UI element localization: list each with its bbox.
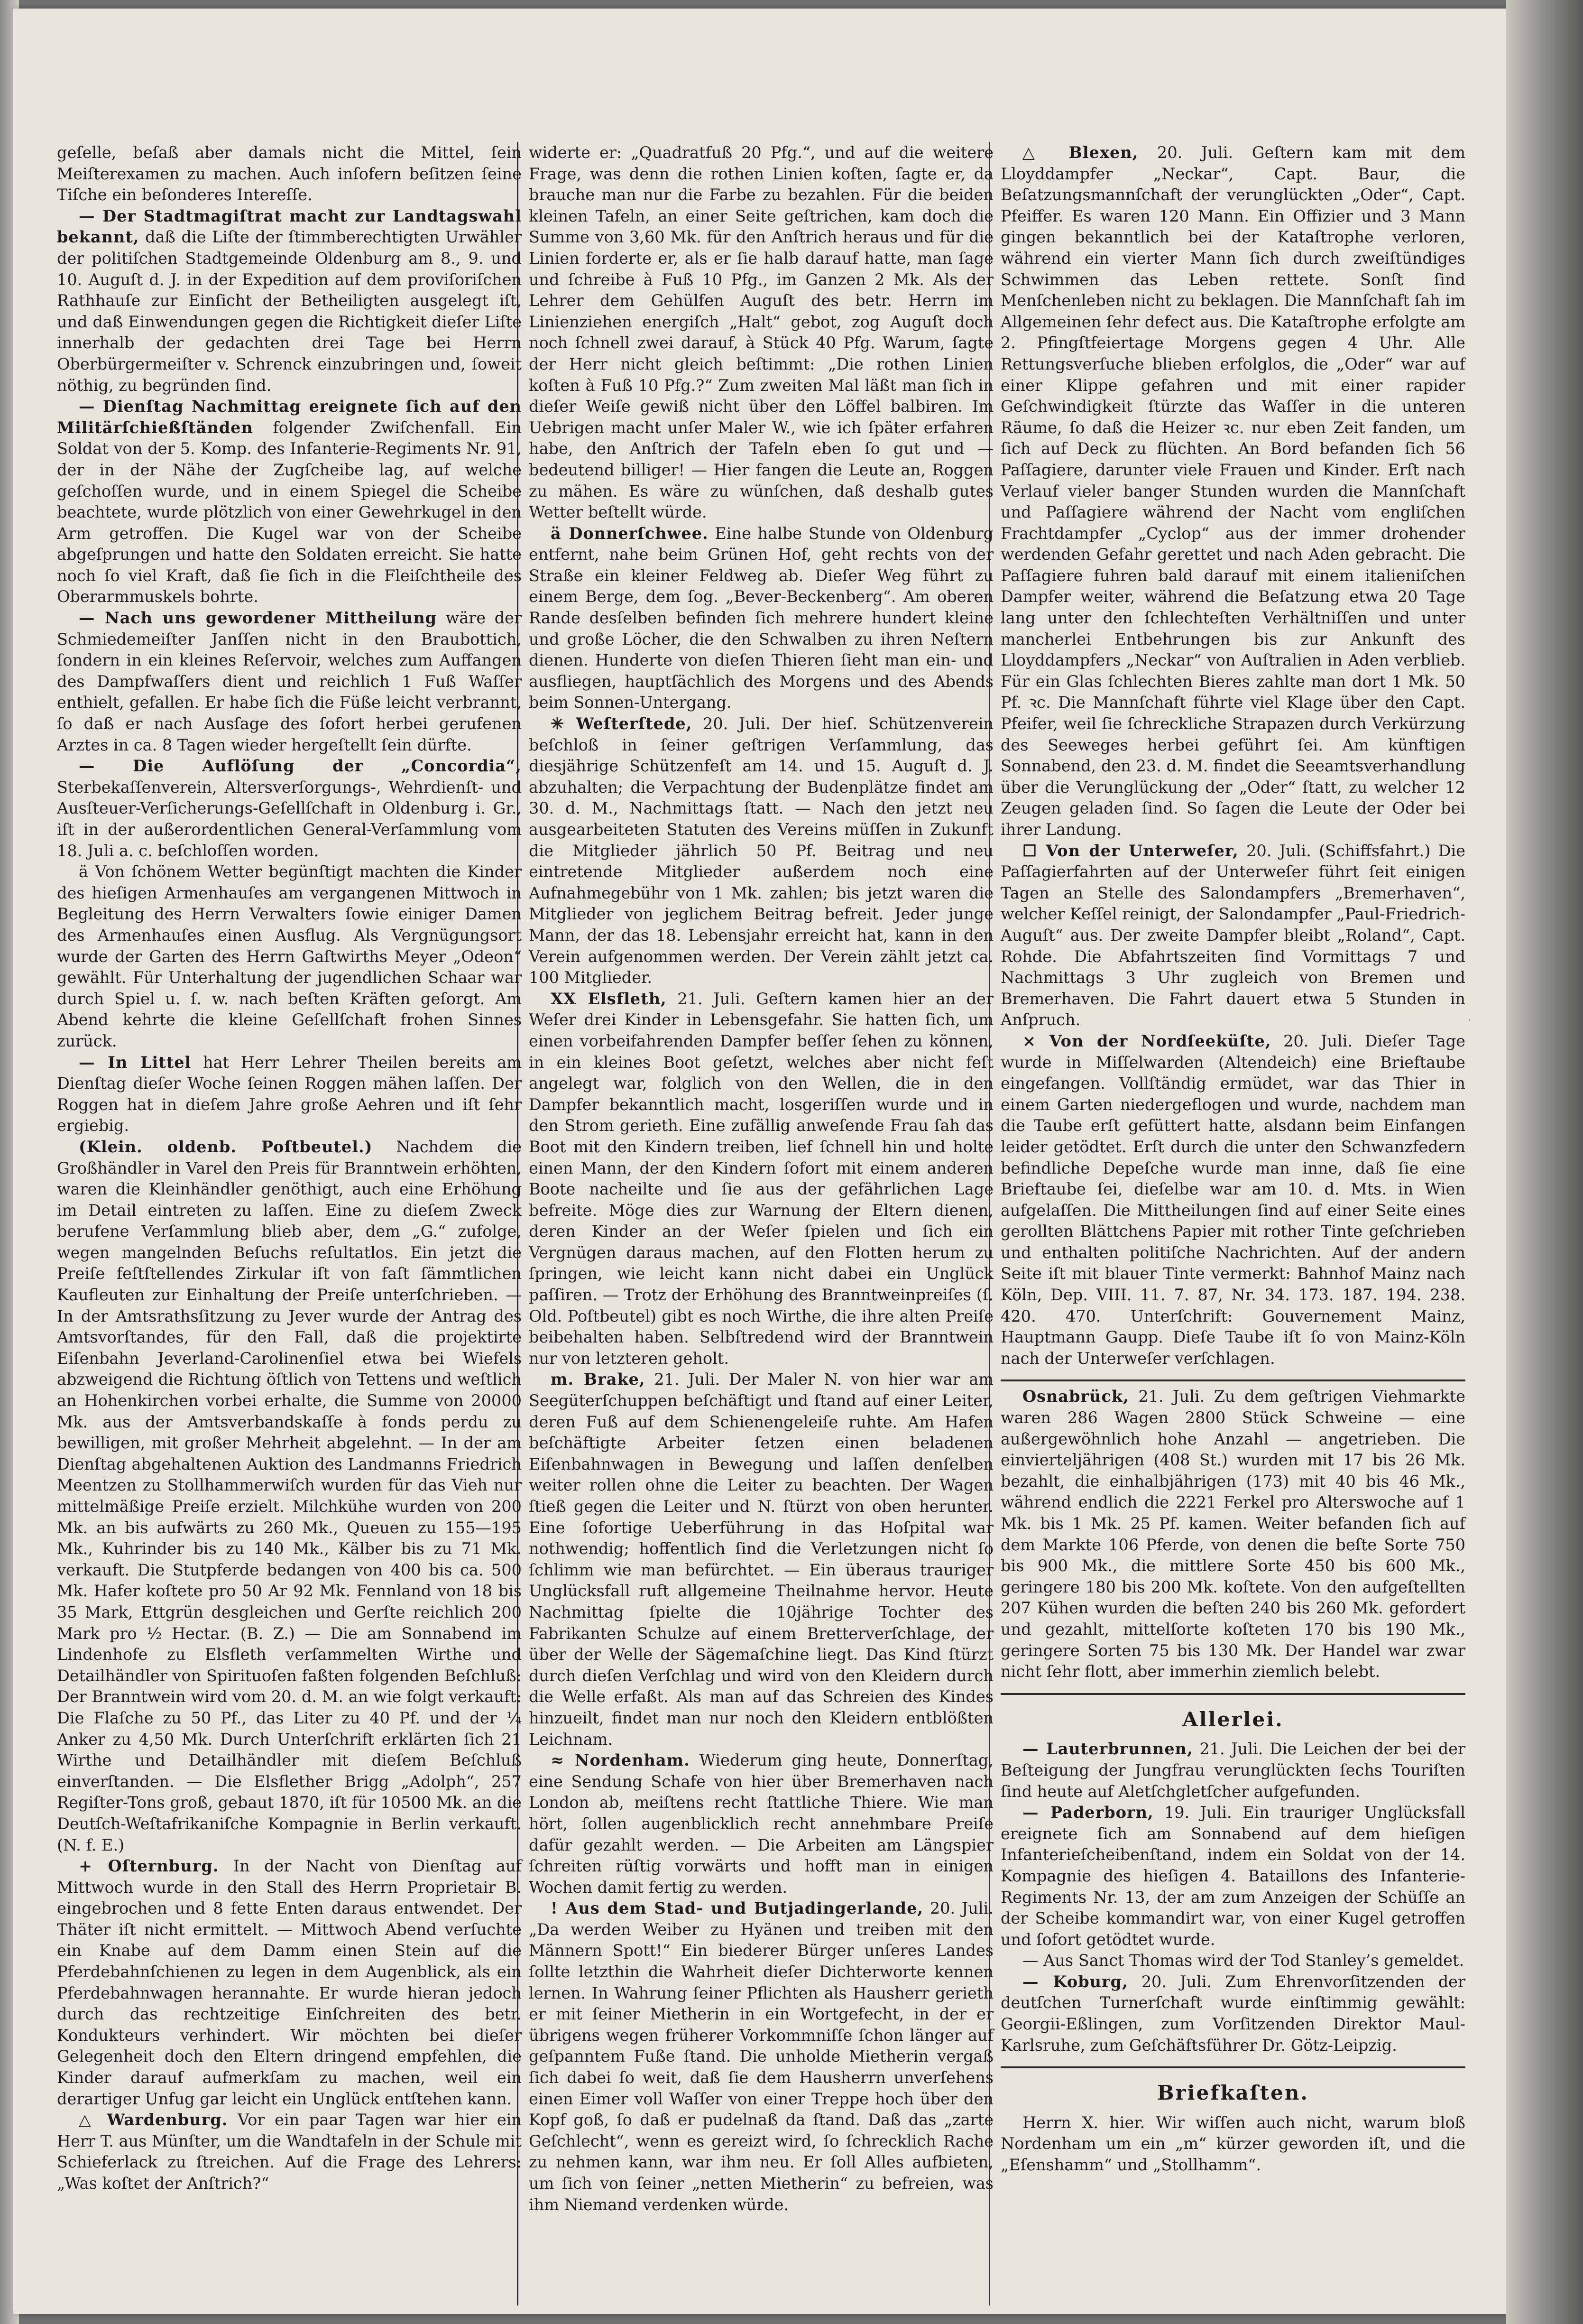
- article-headline: ! Aus dem Stad- und Butjadingerlande,: [551, 1899, 924, 1918]
- article-text: wäre der Schmiedemeiſter Janſſen nicht in den Braubottich, ſondern in ein kleines Reſervoir, welches zum Auffangen des Dampfwaſſers dient und reichlich 1 Fuß Waſſer enthielt, gefallen. Er habe ſich die Füße leicht verbrannt, ſo daß er nach Ausſage des ſofort herbei gerufenen Arztes in ca. 8 Tagen wieder hergeſtellt ſein dürfte.: [57, 609, 522, 754]
- article-paragraph: [57, 861, 522, 1052]
- article-headline: — Lauterbrunnen,: [1022, 1740, 1193, 1759]
- article-paragraph: [529, 1750, 994, 1898]
- article-text: widerte er: „Quadratfuß 20 Pfg.“, und auf die weitere Frage, was denn die rothen Linien koſten, ſagte er, da brauche man nur die Farbe zu bezahlen. Für die beiden kleinen Tafeln, an einer Seite geſtrichen, kam doch die Summe von 3,60 Mk. für den Anſtrich heraus und für die Linien forderte er, als er ſie halb darauf hatte, man ſage und ſchreibe à Fuß 10 Pfg., im Ganzen 2 Mk. Als der Lehrer dem Gehülfen Auguſt des betr. Herrn im Linienziehen energiſch „Halt“ gebot, zog Auguſt doch noch ſchnell zwei darauf, à Stück 40 Pfg. Warum, ſagte der Herr nicht gleich beſtimmt: „Die rothen Linien koſten à Fuß 10 Pfg.?“ Zum zweiten Mal läßt man ſich in dieſer Weiſe gewiß nicht über den Löffel balbiren. Im Uebrigen macht unſer Maler W., wie ich ſpäter erfahren habe, den Anſtrich der Tafeln eben ſo gut und — bedeutend billiger! — Hier fangen die Leute an, Roggen zu mähen. Es wäre zu wünſchen, daß deshalb gutes Wetter beſtellt würde.: [529, 143, 994, 522]
- article-paragraph: [57, 608, 522, 756]
- article-paragraph: [1001, 2112, 1465, 2176]
- article-headline: — Der Stadtmagiſtrat macht zur Landtagswahl bekannt,: [57, 206, 522, 247]
- article-text: 20. Juli. „Da werden Weiber zu Hyänen und treiben mit den Männern Spott!“ Ein biederer Bürger unſeres Landes ſollte letzthin die Wahrheit dieſer Dichterworte kennen lernen. In Wahrung ſeiner Pflichten als Hausherr gerieth er mit ſeiner Mietherin in ein Wortgefecht, in der er übrigens wegen früherer Vorkommniſſe ſchon länger auf geſpanntem Fuße ſtand. Die unholde Mietherin vergaß ſich dabei ſo weit, daß ſie dem Hausherrn unverſehens einen Eimer voll Waſſer von einer Treppe hoch über den Kopf goß, ſo daß er pudelnaß da ſtand. Daß das „zarte Geſchlecht“, wenn es gereizt wird, ſo ſchrecklich Rache zu nehmen kann, war ihm neu. Er ſoll Alles aufbieten, um ſich von ſeiner „netten Mietherin“ zu befreien, was ihm Niemand verdenken würde.: [529, 1899, 994, 2214]
- column-1: [57, 142, 522, 2194]
- article-headline: ä Donnerſchwee.: [551, 524, 709, 543]
- section-heading: Allerlei.: [1182, 1707, 1284, 1731]
- section-divider: [1001, 2066, 1465, 2068]
- article-text: folgender Zwiſchenfall. Ein Soldat von der 5. Komp. des Infanterie-Regiments Nr. 91, der in der Nähe der Zugſcheibe lag, auf welche geſchoſſen wurde, und in einem Spiegel die Scheibe beachtete, wurde plötzlich von einer Gewehrkugel in den Arm getroffen. Die Kugel war von der Scheibe abgeſprungen und hatte den Soldaten erreicht. Sie hatte noch ſo viel Kraft, daß ſie ſich in die Fleiſchtheile des Oberarmmuskels bohrte.: [57, 418, 522, 606]
- article-paragraph: [57, 756, 522, 861]
- article-paragraph: [529, 1369, 994, 1750]
- section-divider: [1001, 1693, 1465, 1695]
- article-text: In der Nacht von Dienſtag auf Mittwoch wurde in den Stall des Herrn Proprietair B. eingebrochen und 8 fette Enten daraus entwendet. Der Thäter iſt nicht ermittelt. — Mittwoch Abend verſuchte ein Knabe auf dem Damm einen Stein auf die Pferdebahnſchienen zu legen in dem Augenblick, als ein Pferdebahnwagen herannahte. Er wurde hieran jedoch durch das rechtzeitige Einſchreiten des betr. Kondukteurs verhindert. Wir möchten bei dieſer Gelegenheit doch den Eltern dringend empfehlen, die Kinder darauf aufmerkſam zu machen, weil ein derartiger Unfug gar leicht ein Unglück entſtehen kann.: [57, 1857, 522, 2108]
- article-text: Vor ein paar Tagen war hier ein Herr T. aus Münſter, um die Wandtafeln in der Schule mit Schieferlack zu ſtreichen. Auf die Frage des Lehrers: „Was koſtet der Anſtrich?“: [57, 2111, 522, 2193]
- article-text: 20. Juli. Geſtern kam mit dem Lloyddampfer „Neckar“, Capt. Baur, die Beſatzungsmannſchaft der verunglückten „Oder“, Capt. Pfeiffer. Es waren 120 Mann. Ein Offizier und 3 Mann gingen bekanntlich bei der Kataſtrophe verloren, während ein vierter Mann ſich durch zweiſtündiges Schwimmen das Leben rettete. Sonſt ſind Menſchenleben nicht zu beklagen. Die Mannſchaft ſah im Allgemeinen ſehr defect aus. Die Kataſtrophe erfolgte am 2. Pfingſtfeiertage Morgens gegen 4 Uhr. Alle Rettungsverſuche blieben erfolglos, die „Oder“ war auf einer Klippe gefahren und mit einer rapider Geſchwindigkeit ſtürzte das Waſſer in die unteren Räume, ſo daß die Heizer ꝛc. nur eben Zeit fanden, um ſich auf Deck zu flüchten. An Bord befanden ſich 56 Paſſagiere, darunter viele Frauen und Kinder. Erſt nach Verlauf vieler banger Stunden wurden die Mannſchaft und Paſſagiere während der Nacht vom engliſchen Frachtdampfer „Cyclop“ aus der immer drohender werdenden Gefahr gerettet und nach Aden gebracht. Die Paſſagiere fuhren bald darauf mit einem italieniſchen Dampfer weiter, während die Beſatzung etwa 20 Tage lang unter den ſchlechteſten Verhältniſſen und unter mancherlei Entbehrungen bis zur Ankunft des Lloyddampfers „Neckar“ von Auſtralien in Aden verblieb. Für ein Glas ſchlechten Bieres zahlte man dort 1 Mk. 50 Pf. ꝛc. Die Mannſchaft führte viel Klage über den Capt. Pfeifer, weil ſie ſchreckliche Strapazen durch Verkürzung des Seeweges herbei geführt ſei. Am künftigen Sonnabend, den 23. d. M. findet die Seeamtsverhandlung über die Verunglückung der „Oder“ ſtatt, zu welcher 12 Zeugen geladen ſind. So ſagen die Leute der Oder bei ihrer Landung.: [1001, 143, 1465, 839]
- article-paragraph: [1001, 1972, 1465, 2056]
- article-paragraph: [57, 2110, 522, 2194]
- column-3: [1001, 142, 1465, 2176]
- article-headline: XX Elsfleth,: [551, 989, 667, 1008]
- article-paragraph: [529, 713, 994, 989]
- article-paragraph: [1001, 1950, 1465, 1972]
- article-text: 21. Juli. Die Leichen der bei der Beſteigung der Jungfrau verunglückten ſechs Touriſten ſind heute auf Aletſchgletſcher aufgefunden.: [1001, 1740, 1465, 1801]
- section-divider: [1001, 1380, 1465, 1381]
- article-paragraph: [57, 1856, 522, 2110]
- article-text: hat Herr Lehrer Theilen bereits am Dienſtag dieſer Woche ſeinen Roggen mähen laſſen. Der Roggen hat in dieſem Jahre große Aehren und iſt ſehr ergiebig.: [57, 1053, 522, 1135]
- article-paragraph: [1001, 1739, 1465, 1802]
- article-paragraph: [1001, 1802, 1465, 1950]
- article-text: 20. Juli. (Schiffsfahrt.) Die Paſſagierfahrten auf der Unterweſer führt ſeit einigen Tagen an Stelle des Salondampfers „Bremerhaven“, welcher Keſſel reinigt, der Salondampfer „Paul-Friedrich-Auguſt“ aus. Der zweite Dampfer bleibt „Roland“, Capt. Rohde. Die Abfahrtszeiten ſind Vormittags 7 und Nachmittags 3 Uhr zugleich von Bremen und Bremerhaven. Die Fahrt dauert etwa 5 Stunden in Anſpruch.: [1001, 841, 1465, 1029]
- article-headline: (Klein. oldenb. Poſtbeutel.): [79, 1137, 373, 1156]
- article-text: Sterbekaſſenverein, Altersverſorgungs-, Wehrdienſt- und Ausſteuer-Verſicherungs-Geſellſchaft in Oldenburg i. Gr., iſt in der außerordentlichen General-Verſammlung vom 18. Juli a. c. beſchloſſen worden.: [57, 778, 522, 860]
- article-paragraph: [529, 523, 994, 713]
- article-text: 20. Juli. Zum Ehrenvorſitzenden der deutſchen Turnerſchaft wurde einſtimmig gewählt: Georgii-Eßlingen, zum Vorſitzenden Direktor Maul-Karlsruhe, zum Geſchäftsführer Dr. Götz-Leipzig.: [1001, 1972, 1465, 2055]
- article-text: Eine halbe Stunde von Oldenburg entfernt, nahe beim Grünen Hof, geht rechts von der Straße ein kleiner Feldweg ab. Dieſer Weg führt zu einem Berge, dem ſog. „Bever-Beckenberg“. Am oberen Rande desſelben befinden ſich mehrere hundert kleine und große Löcher, die den Schwalben zu ihren Neſtern dienen. Hunderte von dieſen Thieren ſieht man ein- und ausfliegen, hauptſächlich des Morgens und des Abends beim Sonnen-Untergang.: [529, 524, 994, 712]
- article-paragraph: [57, 1137, 522, 1856]
- article-text: Nachdem die Großhändler in Varel den Preis für Branntwein erhöhten, waren die Kleinhändler genöthigt, auch eine Erhöhung im Detail eintreten zu laſſen. Eine zu dieſem Zweck berufene Verſammlung blieb aber, dem „G.“ zufolge, wegen mangelnden Beſuchs reſultatlos. Ein jetzt die Preiſe feſtſtellendes Zirkular iſt von faſt ſämmtlichen Kaufleuten zur Einhaltung der Preiſe unterſchrieben. — In der Amtsrathsſitzung zu Jever wurde der Antrag des Amtsvorſtandes, für den Fall, daß die projektirte Eiſenbahn Jeverland-Carolinenſiel etwa bei Wiefels abzweigend die Richtung öſtlich von Tettens und weſtlich an Hohenkirchen vorbei erhalte, die Summe von 20000 Mk. aus der Amtsverbandskaſſe à fonds perdu zu bewilligen, mit großer Mehrheit abgelehnt. — In der am Dienſtag abgehaltenen Auktion des Landmanns Friedrich Meentzen zu Stollhammerwiſch wurden für das Vieh nur mittelmäßige Preiſe erzielt. Milchkühe wurden von 200 Mk. an bis aufwärts zu 260 Mk., Queuen zu 155—195 Mk., Kuhrinder bis zu 140 Mk., Kälber bis zu 71 Mk. verkauft. Die Stutpferde bedangen von 400 bis ca. 500 Mk. Hafer koſtete pro 50 Ar 92 Mk. Fennland von 18 bis 35 Mark, Ettgrün desgleichen und Gerſte reichlich 200 Mark pro ½ Hectar. (B. Z.) — Die am Sonnabend im Lindenhofe zu Elsfleth verſammelten Wirthe und Detailhändler von Spirituoſen faßten folgenden Beſchluß: Der Branntwein wird vom 20. d. M. an wie folgt verkauft: Die Flaſche zu 50 Pf., das Liter zu 40 Pf. und der ¼ Anker zu 4,50 Mk. Durch Unterſchrift erklärten ſich 21 Wirthe und Detailhändler mit dieſem Beſchluß einverſtanden. — Die Elsflether Brigg „Adolph“, 257 Regiſter-Tons groß, gebaut 1870, iſt für 10500 Mk. an die Deutſch-Weſtafrikaniſche Kompagnie in Berlin verkauft. (N. f. E.): [57, 1137, 522, 1854]
- column-2: [529, 142, 994, 2215]
- article-headline: △ Blexen,: [1022, 143, 1139, 162]
- article-headline: ✳ Weſterſtede,: [551, 714, 692, 733]
- article-paragraph: [1001, 1386, 1465, 1682]
- article-headline: + Oſternburg.: [79, 1857, 219, 1876]
- article-text: ä Von ſchönem Wetter begünſtigt machten die Kinder des hieſigen Armenhauſes am vergangenen Mittwoch in Begleitung des Herrn Verwalters ſowie einiger Damen des Armenhauſes einen Ausflug. Als Vergnügungsort wurde der Garten des Herrn Gaſtwirths Meyer „Odeon“ gewählt. Für Unterhaltung der jugendlichen Schaar war durch Spiel u. ſ. w. nach beſten Kräften geſorgt. Am Abend kehrte die kleine Geſellſchaft frohen Sinnes zurück.: [57, 862, 522, 1050]
- article-paragraph: [57, 142, 522, 206]
- article-text: daß die Liſte der ſtimmberechtigten Urwähler der politiſchen Stadtgemeinde Oldenburg am 8., 9. und 10. Auguſt d. J. in der Expedition auf dem proviſoriſchen Rathhauſe zur Einſicht der Betheiligten ausgelegt iſt, und daß Einwendungen gegen die Richtigkeit dieſer Liſte innerhalb der gedachten drei Tage bei Herrn Oberbürgermeiſter v. Schrenck einzubringen und, ſoweit nöthig, zu begründen ſind.: [57, 228, 522, 395]
- article-headline: Osnabrück,: [1022, 1387, 1129, 1406]
- article-headline: m. Brake,: [551, 1370, 645, 1389]
- article-text: Wiederum ging heute, Donnerſtag, eine Sendung Schafe von hier über Bremerhaven nach London ab, meiſtens recht ſtattliche Thiere. Wie man hört, ſollen augenblicklich recht annehmbare Preiſe dafür gezahlt werden. — Die Arbeiten am Längspier ſchreiten rüſtig vorwärts und hofft man in einigen Wochen damit fertig zu werden.: [529, 1751, 994, 1897]
- article-headline: — Koburg,: [1022, 1972, 1128, 1991]
- article-headline: × Von der Nordſeeküſte,: [1022, 1031, 1271, 1050]
- article-text: 21. Juli. Der Maler N. von hier war am Seegüterſchuppen beſchäftigt und ſtand auf einer Leiter, deren Fuß auf dem Schienengeleiſe ruhte. Am Hafen beſchäftigte Arbeiter ſetzen einen beladenen Eiſenbahnwagen in Bewegung und laſſen denſelben weiter rollen ohne die Leiter zu beachten. Der Wagen ſtieß gegen die Leiter und N. ſtürzt von oben herunter. Eine ſofortige Ueberführung in das Hoſpital war nothwendig; hoffentlich ſind die Verletzungen nicht ſo ſchlimm wie man befürchtet. — Ein überaus trauriger Unglücksfall ruft allgemeine Theilnahme hervor. Heute Nachmittag ſpielte die 10jährige Tochter des Fabrikanten Schulze auf einem Bretterverſchlage, der über der Welle der Sägemaſchine liegt. Das Kind ſtürzt durch dieſen Verſchlag und wird von den Kleidern durch die Welle erfaßt. Als man auf das Schreien des Kindes hinzueilt, findet man nur noch den Kleidern entblößten Leichnam.: [529, 1370, 994, 1749]
- article-paragraph: [529, 989, 994, 1370]
- page-stack-edge: [1506, 0, 1583, 2324]
- article-paragraph: [57, 396, 522, 608]
- article-headline: — Die Auflöſung der „Concordia“,: [79, 757, 522, 776]
- section-heading: Briefkaſten.: [1157, 2081, 1309, 2105]
- article-paragraph: [1001, 1031, 1465, 1370]
- article-headline: ≈ Nordenham.: [551, 1751, 690, 1770]
- article-text: — Aus Sanct Thomas wird der Tod Stanley’s gemeldet.: [1022, 1951, 1464, 1970]
- article-paragraph: [529, 1898, 994, 2215]
- article-headline: ☐ Von der Unterweſer,: [1022, 841, 1239, 860]
- article-headline: — In Littel: [79, 1053, 192, 1072]
- article-text: 20. Juli. Dieſer Tage wurde in Miſſelwarden (Altendeich) eine Brieftaube eingefangen. Vollſtändig ermüdet, war das Thier in einem Garten niedergeflogen und wurde, nachdem man die Taube erſt gefüttert hatte, alsdann beim Einfangen leider getödtet. Erſt durch die unter den Schwanzfedern befindliche Depeſche wurde man inne, daß ſie eine Brieftaube ſei, dieſelbe war am 10. d. Mts. in Wien aufgelaſſen. Die Mittheilungen ſind auf einer Seite eines gerollten Blättchens Papier mit rother Tinte geſchrieben und enthalten politiſche Nachrichten. Auf der andern Seite iſt mit blauer Tinte vermerkt: Bahnhof Mainz nach Köln, Dep. VIII. 11. 7. 87, Nr. 34. 173. 187. 194. 238. 420. 470. Unterſchrift: Gouvernement Mainz, Hauptmann Gaupp. Dieſe Taube iſt ſo von Mainz-Köln nach der Unterweſer verſchlagen.: [1001, 1031, 1466, 1368]
- article-headline: — Nach uns gewordener Mittheilung: [79, 609, 437, 628]
- page-speck: [1468, 1014, 1476, 1018]
- article-text: 21. Juli. Geſtern kamen hier an der Weſer drei Kinder in Lebensgefahr. Sie hatten ſich, um einen vorbeifahrenden Dampfer beſſer ſehen zu können, in ein kleines Boot geſetzt, welches aber nicht feſt angelegt war, folglich von den Wellen, die in den Dampfer bekanntlich macht, losgeriſſen wurde und in den Strom gerieth. Eine zufällig anweſende Frau ſah das Boot mit den Kindern treiben, lief ſchnell hin und holte einen Mann, der den Kindern ſofort mit einem anderen Boote nacheilte und ſie aus der gefährlichen Lage befreite. Möge dies zur Warnung der Eltern dienen, deren Kinder an der Weſer ſpielen und ſich ein Vergnügen daraus machen, auf den Flotten herum zu ſpringen, wie leicht kann nicht dabei ein Unglück paſſiren. — Trotz der Erhöhung des Branntweinpreiſes (ſ. Old. Poſtbeutel) gibt es noch Wirthe, die ihre alten Preiſe beibehalten haben. Selbſtredend wird der Branntwein nur von letzteren geholt.: [529, 989, 994, 1368]
- article-text: Herrn X. hier. Wir wiſſen auch nicht, warum bloß Nordenham um ein „m“ kürzer geworden iſt, und die „Eſenshamm“ und „Stollhamm“.: [1001, 2113, 1465, 2175]
- article-text: geſelle, beſaß aber damals nicht die Mittel, ſein Meiſterexamen zu machen. Auch inſofern beſitzen ſeine Tiſche ein beſonderes Intereſſe.: [57, 143, 522, 204]
- article-text: 19. Juli. Ein trauriger Unglücksfall ereignete ſich am Sonnabend auf dem hieſigen Infanterieſcheibenſtand, indem ein Soldat von der 14. Kompagnie des hieſigen 4. Bataillons des Infanterie-Regiments Nr. 13, der am zum Anzeigen der Schüſſe an der Scheibe kommandirt war, von einer Kugel getroffen und ſofort getödtet wurde.: [1001, 1803, 1465, 1949]
- article-paragraph: [57, 206, 522, 396]
- article-headline: — Paderborn,: [1022, 1803, 1154, 1822]
- article-headline: — Dienſtag Nachmittag ereignete ſich auf den Militärſchießſtänden: [57, 397, 522, 437]
- article-text: 21. Juli. Zu dem geſtrigen Viehmarkte waren 286 Wagen 2800 Stück Schweine — eine außergewöhnlich hohe Anzahl — angetrieben. Die einvierteljährigen (408 St.) wurden mit 17 bis 26 Mk. bezahlt, die einhalbjährigen (173) mit 40 bis 46 Mk., während endlich die 2221 Ferkel pro Alterswoche auf 1 Mk. bis 1 Mk. 25 Pf. kamen. Weiter befanden ſich auf dem Markte 106 Pferde, von denen die beſte Sorte 750 bis 900 Mk., die mittlere Sorte 450 bis 600 Mk., geringere 180 bis 200 Mk. koſtete. Von den aufgeſtellten 207 Kühen wurden die beſten 240 bis 260 Mk. gefordert und gezahlt, mittelſorte koſteten 170 bis 190 Mk., geringere Sorten 75 bis 130 Mk. Der Handel war zwar nicht ſehr flott, aber immerhin ziemlich belebt.: [1001, 1387, 1465, 1681]
- article-paragraph: [1001, 142, 1465, 841]
- article-headline: △ Wardenburg.: [79, 2111, 228, 2130]
- article-paragraph: [529, 142, 994, 523]
- article-paragraph: [57, 1052, 522, 1137]
- article-paragraph: [1001, 841, 1465, 1031]
- article-text: 20. Juli. Der hieſ. Schützenverein beſchloß in ſeiner geſtrigen Verſammlung, das diesjährige Schützenfeſt am 14. und 15. Auguſt d. J. abzuhalten; die Verpachtung der Budenplätze findet am 30. d. M., Nachmittags ſtatt. — Nach den jetzt neu ausgearbeiteten Statuten des Vereins müſſen in Zukunft die Mitglieder jährlich 50 Pf. Beitrag und neu eintretende Mitglieder außerdem noch eine Aufnahmegebühr von 1 Mk. zahlen; bis jetzt waren die Mitglieder von jeglichem Beitrag befreit. Jeder junge Mann, der das 18. Lebensjahr erreicht hat, kann in den Verein aufgenommen werden. Der Verein zählt jetzt ca. 100 Mitglieder.: [529, 714, 994, 987]
